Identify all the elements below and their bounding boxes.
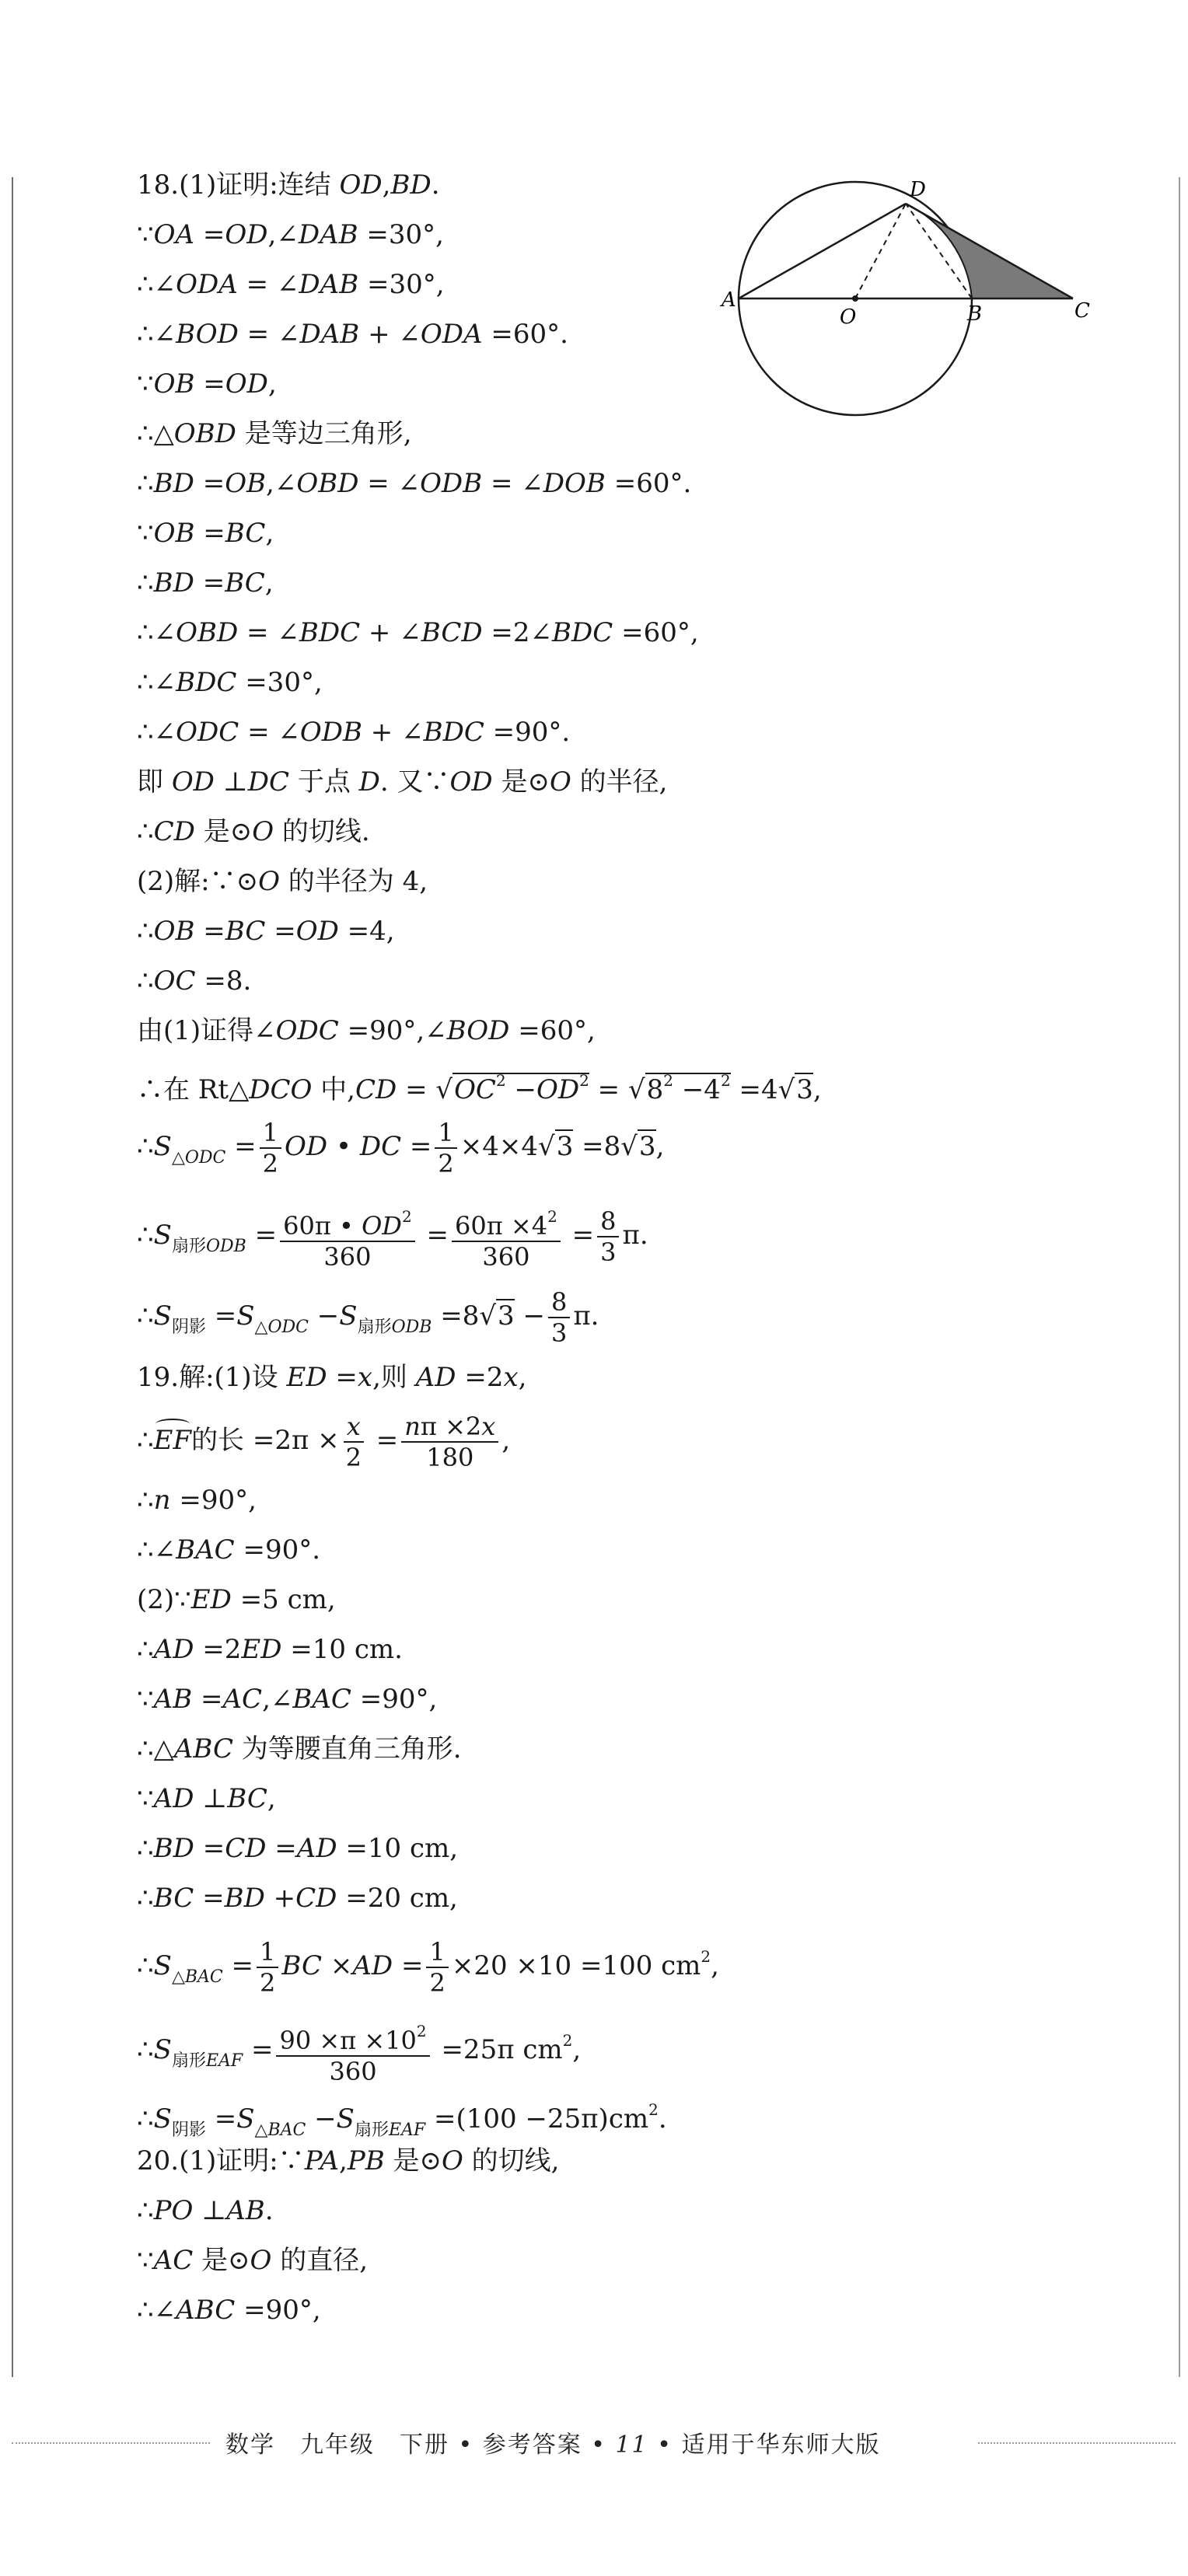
solution-line: 即 OD ⊥DC 于点 D. 又∵OD 是⊙O 的半径, — [137, 766, 668, 798]
solution-line: (2)∵ED =5 cm, — [137, 1584, 336, 1615]
solution-line: ∴BD =CD =AD =10 cm, — [137, 1833, 459, 1864]
center-point — [852, 295, 858, 302]
solution-line: ∴AD =2ED =10 cm. — [137, 1634, 403, 1665]
solution-line: ∵OB =OD, — [137, 368, 277, 400]
solution-line: ∴EF的长 =2π × $\frac{x}{2}$ = $\frac{n\pi \times 2x}{180}$ , — [137, 1412, 511, 1472]
footer-text: 数学 九年级 下册 • 参考答案 • 11 • 适用于华东师大版 — [225, 2431, 881, 2459]
solution-line: ∴在 Rt△DCO 中$,CD = √OC^2 -OD^2 = √8^2 -4^2 =4√3$, — [137, 1071, 822, 1105]
solution-line: 18.(1)证明:连结 OD,BD. — [137, 169, 440, 201]
label-o: O — [840, 305, 857, 329]
solution-line: ∵OA =OD,∠DAB =30°, — [137, 219, 444, 250]
solution-line: ∵AD ⊥BC, — [137, 1783, 276, 1814]
solution-line: ∴△OBD 是等边三角形, — [137, 418, 412, 449]
solution-line: (2)解:∵⊙O 的半径为 4, — [137, 866, 428, 897]
solution-line: 由(1)证得∠ODC =90°,∠BOD =60°, — [137, 1015, 596, 1046]
solution-line: $\therefore S_{\triangle ODC}$ = $\frac{1}{2}$ OD • DC = $\frac{1}{2}$ ×4×4√3 =8√3, — [137, 1118, 665, 1178]
solution-line: ∴△ABC 为等腰直角三角形. — [137, 1733, 462, 1764]
solution-line: $\therefore S_{阴影} =S_{\triangle ODC} -S_{扇形ODB} =8√3$ − $\frac{8}{3}$ π. — [137, 1287, 599, 1348]
solution-line: ∴∠ODC = ∠ODB + ∠BDC =90°. — [137, 717, 571, 748]
solution-line: ∵OB =BC, — [137, 518, 274, 549]
right-margin-rule — [1179, 177, 1180, 2377]
solution-line: 19.解:(1)设 ED =x,则 AD =2x, — [137, 1362, 527, 1393]
solution-line: ∵AB =AC,∠BAC =90°, — [137, 1684, 438, 1715]
label-d: D — [910, 178, 926, 201]
solution-line: ∴OB =BC =OD =4, — [137, 916, 395, 947]
label-b: B — [967, 302, 983, 326]
page-footer — [0, 2424, 1188, 2463]
solution-line: ∴BD =OB,∠OBD = ∠ODB = ∠DOB =60°. — [137, 468, 692, 499]
solution-line: ∵AC 是⊙O 的直径, — [137, 2245, 369, 2276]
solution-line: ∴∠BOD = ∠DAB + ∠ODA =60°. — [137, 319, 568, 350]
solution-line: $\therefore S_{\triangle BAC}$ = $\frac{1}{2}$ BC ×AD = $\frac{1}{2}$ ×20 ×10 =100 $cm^2$, — [137, 1937, 719, 1998]
solution-line: $\therefore S_{扇形ODB}$ = $\frac{60\pi • OD^2}{360}$ = $\frac{60\pi \times 4^2}{360}$ = $\frac{8}{3}$ π. — [137, 1202, 648, 1272]
solution-line: ∴∠BAC =90°. — [137, 1534, 321, 1565]
solution-line: 20.(1)证明:∵PA,PB 是⊙O 的切线, — [137, 2145, 560, 2176]
label-a: A — [722, 288, 736, 312]
solution-line: ∴BD =BC, — [137, 567, 274, 599]
solution-line: ∴∠ABC =90°, — [137, 2295, 321, 2326]
circle-tangent-figure — [708, 173, 1096, 421]
left-margin-rule — [12, 177, 13, 2377]
solution-line: $\therefore S_{阴影} =S_{\triangle BAC} -S_{扇形EAF} =(100 -25\pi)cm^2$. — [137, 2100, 667, 2140]
solution-line: ∴∠ODA = ∠DAB =30°, — [137, 269, 445, 300]
solution-line: ∴∠BDC =30°, — [137, 667, 323, 698]
solution-line: ∴∠OBD = ∠BDC + ∠BCD =2∠BDC =60°, — [137, 617, 699, 648]
solution-line: ∴PO ⊥AB. — [137, 2195, 274, 2226]
solution-line: ∴CD 是⊙O 的切线. — [137, 816, 370, 847]
solution-line: $\therefore S_{扇形EAF}$ = $\frac{90 \times\pi \times 10^2}{360}$ =25π $cm^2$, — [137, 2016, 581, 2086]
solution-line: ∴OC =8. — [137, 965, 252, 997]
footer-dotted-rule-right — [978, 2442, 1176, 2444]
label-c: C — [1074, 299, 1090, 323]
solution-line: ∴n =90°, — [137, 1485, 257, 1516]
footer-dotted-rule-left — [12, 2442, 210, 2444]
solution-line: ∴BC =BD +CD =20 cm, — [137, 1883, 458, 1914]
